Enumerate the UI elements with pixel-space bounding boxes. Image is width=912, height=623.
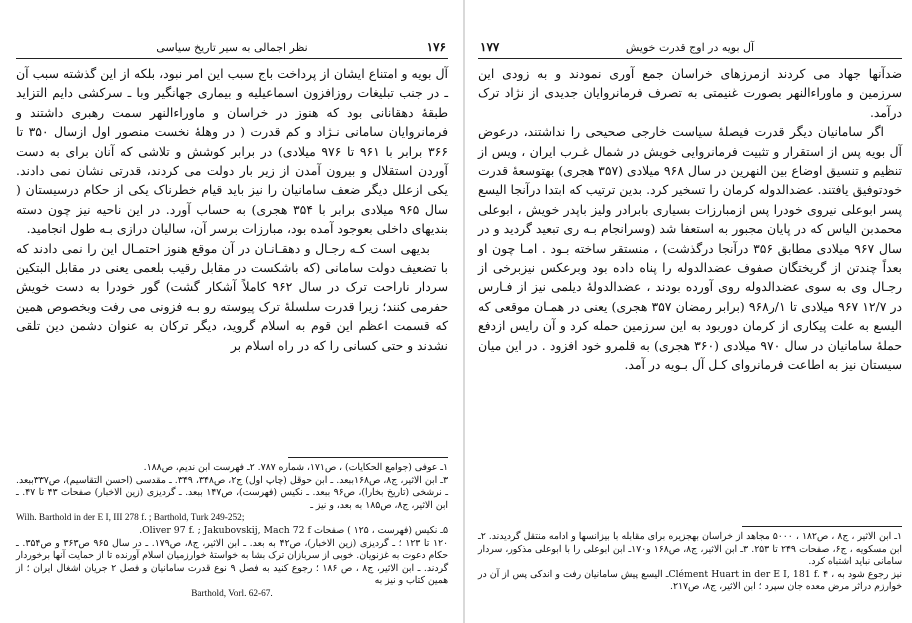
right-page-running-title: آل بویه در اوج قدرت خویش	[625, 41, 755, 54]
right-page-body	[478, 64, 902, 375]
right-footnote-rule	[742, 526, 902, 527]
left-footnote: ۱ـ عوفی (جوامع الحکایات) ، ص۱۷۱، شماره ۷۸۷. ۲ـ فهرست ابن ندیم، ص۱۸۸.	[143, 462, 448, 473]
left-page-number: ۱۷۶	[426, 40, 446, 54]
left-footnote: ۵ـ نکیس (فهرست ، ۱۲۵ ) صفحات Oliver 97 f. ; Jakubovskij, Mach 72 f.	[139, 524, 448, 536]
right-page	[478, 0, 902, 623]
right-page-number: ۱۷۷	[480, 40, 500, 54]
left-page-body	[16, 64, 448, 355]
left-page	[16, 0, 448, 623]
left-paragraph-1: آل بویه و امتناع ایشان از پرداخت باج سبب این امر نبود، بلکه از این گذشته سبب آن ـ در جنب تبلیغات روزافزون اسماعیلیه و بیماری جهانگیر وبا ـ سرکشی دایم التزاید طبقهٔ دهقانانی بود که هنوز در خراسان و ماوراءالنهر سمت رهبری داشتند و فرمانروایان سامانی نـژاد و کم قدرت ( در وهلهٔ نخست منصور اول ازسال ۳۵۰ تا ۳۶۶ برابر با ۹۶۱ تا ۹۷۶ میلادی) در برابر کوشش و تلاشی که آنان برای به دست آوردن استقلال و بیرون آمدن از زیر بار دولت می کردند، قدرتی نشان نمی دادند. یکی ازعلل دیگر ضعف سامانیان را نیز باید قیام خطرناک یکی از حکام درسیستان ( سال ۹۶۵ میلادی برابر با ۳۵۴ هجری) به حساب آورد. در این ناحیه نیز چون دسته بندیهای داخلی بعوجود آمده بود، مبارزات برسر آن، سالیان درازی بـه طول انجامید.	[16, 66, 448, 237]
left-paragraph-2: بدیهی است کـه رجـال و دهقـانـان در آن موقع هنوز احتمـال این را نمی دادند که با تضعیف دولت سامانی (که باشکست در مقابل رقیب بلعمی یعنی در مقابل البتکین سردار ناراحت ترک در سال ۹۶۲ کاملاً آشکار گشت) گور خودرا به دست خویش حفرمی کنند؛ زیرا قدرت سلسلهٔ ترک پیوسته رو بـه فزونی می رفت وبخصوص همین که قسمت اعظم این قوم به اسلام گروید، دیگر ترکان به عنوان دشمن دین تلقی نشدند و حتی کسانی را که در راه اسلام بر	[16, 240, 448, 353]
left-footnotes	[16, 462, 448, 601]
right-footnotes	[478, 531, 902, 594]
right-footnote: نیز رجوع شود به ، Clément Huart in der E I, 181 f. ۴ـ الیسع پیش سامانیان رفت و اندکی پس از آن در خوارزم دراثر مرض معده جان سپرد ؛ ابن الاثیر، ج۸، ص۲۱۷.	[478, 568, 902, 593]
book-gutter	[463, 0, 465, 623]
left-footnote-latin: Wilh. Barthold in der E I, III 278 f. ; Barthold, Turk 249-252;	[16, 513, 245, 524]
left-footnote: ۱۲۰ تا ۱۲۳ ؛ ـ گردیزی (زین الاخبار)، ص۴۲ به بعد. ـ ابن الاثیر، ج۸، ص۱۷۹. ـ در سال ۹۶۵ ص۳۶۳ و ص۳۵۴. ـ حکام دعوت به غزنویان. خوبی از سربازان ترک بشا به خواستهٔ خوارزمیان اسلام آورنده تا از حمایت آنها برخوردار گردند. ـ ابن الاثیر، ج۸ ، ص ۱۸۶ ؛ رجوع کنید به فصل ۹ نوع قدرت سامانیان و فصل ۲ جریان اشغال ایران ؛ از همین کتاب و نیز به	[16, 537, 449, 587]
right-paragraph-1: ضدآنها جهاد می کردند ازمرزهای خراسان جمع آوری نمودند و به زودی این سرزمین و ماوراءالنهر بصورت غنیمتی به تصرف فرمانروایان جدیدی از نژاد ترک درآمد.	[478, 66, 902, 120]
left-footnote-latin: Barthold, Vorl. 62-67.	[191, 588, 273, 599]
right-page-header	[478, 40, 902, 59]
left-footnote: ۳ـ ابن الاثیر، ج۸، ص۱۶۸ببعد. ـ ابن حوقل (چاپ اول) ج۲، ص۳۴۸، ۳۴۹. ـ مقدسی (احسن التقاسیم)، ص۳۳۷ببعد. ـ نرشخی (تاریخ بخارا)، ص۹۶ ببعد. ـ نکیس (فهرست)، ص۱۴۷ ببعد. ـ گردیزی (زین الاخبار) صفحات ۴۳ تا ۴۷. ـ ابن الاثیر، ج۸، ص۱۸۵ به بعد، و نیز ـ	[16, 474, 448, 511]
left-footnote-rule	[288, 457, 448, 458]
right-footnote: ۱ـ ابن الاثیر ، ج۸ ، ص۱۸۲ ، ۵۰۰۰ مجاهد از خراسان بهجزیره برای مقابله با بیزانسها و ادامه منتقل گردیدند. ۲ـ ابن مسکویه ، ج۶، صفحات ۲۴۹ تا ۲۵۳. ۳ـ ابن الاثیر، ج۸، ص۱۶۸ و۱۷۰ـ ابن ابوعلی را با ابوعلی مذکور، سردار سامانی نباید اشتباه کرد.	[478, 531, 902, 568]
left-page-running-title: نظر اجمالی به سیر تاریخ سیاسی	[156, 41, 308, 54]
right-paragraph-2: اگر سامانیان دیگر قدرت فیصلهٔ سیاست خارجی صحیحی را نداشتند، درعوض آل بویه پس از استقرار و تثبیت فرمانروایی خویش در شمال غـرب ایران ، ویس از تنظیم و تنسیق اوضاع بین النهرین در سال ۹۶۸ میلادی (۳۵۷ هجری) بهتوسعهٔ قدرت خودتوفیق یافتند. عضدالدوله کرمان را تسخیر کرد. بدین ترتیب که ابتدا درآنجا الیسع پسر ابوعلی نیروی خودرا پس ازمبارزات بسیاری بابرادر ولیز باپدر خویش ، ابوعلی محمدبن الیاس که در پایان مجبور به استعفا شد (وسرانجام بـه ری تبعید گردید و در سال ۹۶۷ میلادی مطابق ۳۵۶ درآنجا درگذشت) ، منستقر ساخته بـود . امـا چون او بعداً چندتن از گریختگان صفوف عضدالدوله را پناه داده بود وبرعکس نیزبرخی از رجـال وی به سوی عضدالدوله روی آورده بودند ، عضدالدولهٔ دیلمی نیز از فـارس در ۱۲/۷ ۹۶۷ میلادی تا ۱/ر۹۶۸ (برابر رمضان ۳۵۷ هجری) یعنی در همـان موقعی که الیسع به علت پیکاری از کرمان دوربود به این سرزمین حمله کرد و آن رایس ازدفع حملهٔ سامانیان در سال ۹۷۰ میلادی (۳۶۰ هجری) به قلمرو خود افزود . در این میان سیستان نیز به اطاعت فرمانروای کـل آل بـویه در آمد.	[478, 124, 902, 373]
left-page-header	[16, 40, 448, 59]
